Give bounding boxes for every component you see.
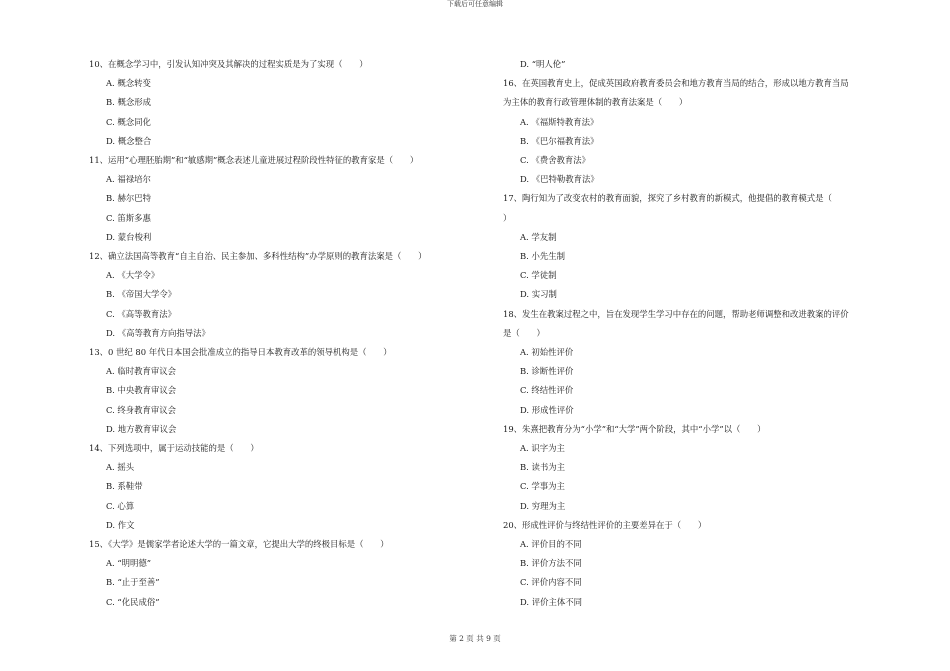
option: A. 临时教育审议会	[106, 366, 176, 377]
option: C. 笛斯多惠	[106, 212, 151, 223]
option: A. 福禄培尔	[106, 174, 151, 185]
option: D. 作文	[106, 519, 135, 530]
option: B. 《帝国大学令》	[106, 289, 177, 300]
question-19	[503, 420, 903, 516]
question-11	[89, 151, 489, 247]
question-17	[503, 189, 903, 304]
question-text: 18、发生在教案过程之中，旨在发现学生学习中存在的问题，帮助老师调整和改进教案的评价	[503, 308, 849, 319]
option: B. “止于至善”	[106, 577, 160, 588]
option: B. 中央教育审议会	[106, 385, 177, 396]
option: B. 《巴尔福教育法》	[520, 135, 599, 146]
question-16	[503, 74, 903, 189]
question-text: 17、陶行知为了改变农村的教育面貌，探究了乡村教育的新模式，他提倡的教育模式是（	[503, 193, 832, 204]
left-column	[89, 55, 489, 612]
option: C. 终身教育审议会	[106, 404, 177, 415]
right-column	[503, 55, 903, 612]
option: B. 概念形成	[106, 97, 151, 108]
question-13	[89, 343, 489, 439]
option: A. “明明德”	[106, 558, 152, 569]
option: D. “明人伦”	[520, 59, 566, 69]
option: D. 《巴特勒教育法》	[520, 174, 599, 185]
question-text: 14、下列选项中，属于运动技能的是（ ）	[89, 443, 259, 454]
question-text: 19、朱熹把教育分为“小学”和“大学”两个阶段，其中“小学”以（ ）	[503, 423, 766, 434]
option: D. 形成性评价	[520, 404, 574, 415]
option: B. 读书为主	[520, 462, 565, 473]
option: B. 小先生制	[520, 251, 565, 262]
option: A. 识字为主	[520, 443, 565, 454]
question-10	[89, 55, 489, 151]
option: A. 摇头	[106, 462, 135, 473]
option: A. 学友制	[520, 231, 557, 242]
option: C. “化民成俗”	[106, 596, 160, 607]
option: A. 《福斯特教育法》	[520, 116, 599, 127]
question-text: 15、《大学》是儒家学者论述大学的一篇文章，它提出大学的终极目标是（ ）	[89, 539, 389, 550]
question-text-continued: 为主体的教育行政管理体制的教育法案是（ ）	[503, 97, 688, 108]
option: B. 系鞋带	[106, 481, 143, 492]
option: A. 概念转变	[106, 78, 151, 89]
option: C. 评价内容不同	[520, 577, 582, 588]
option: B. 赫尔巴特	[106, 193, 151, 204]
option: D. 概念整合	[106, 135, 152, 146]
option: C. 概念同化	[106, 116, 151, 127]
question-text: 16、在英国教育史上，促成英国政府教育委员会和地方教育当局的结合，形成以地方教育当局	[503, 78, 849, 89]
question-text: 13、0 世纪 80 年代日本国会批准成立的指导日本教育改革的领导机构是（ ）	[89, 347, 392, 358]
question-text-continued: 是（ ）	[503, 327, 545, 338]
option: C. 心算	[106, 500, 135, 511]
option: D. 穷理为主	[520, 500, 566, 511]
question-text: 10、在概念学习中，引发认知冲突及其解决的过程实质是为了实现（ ）	[89, 59, 368, 69]
option: C. 《高等教育法》	[106, 308, 177, 319]
option: C. 学徒制	[520, 270, 557, 281]
option: B. 评价方法不同	[520, 558, 582, 569]
page-header: 下载后可任意编辑	[447, 0, 503, 8]
option: D. 蒙台梭利	[106, 231, 152, 242]
option: A. 评价目的不同	[520, 539, 582, 550]
option: D. 评价主体不同	[520, 596, 582, 607]
question-20	[503, 516, 903, 612]
option: D. 实习制	[520, 289, 557, 300]
question-18	[503, 305, 903, 420]
question-12	[89, 247, 489, 343]
question-text: 12、确立法国高等教育“自主自治、民主参加、多科性结构”办学原则的教育法案是（ ）	[89, 251, 427, 262]
option: C. 学事为主	[520, 481, 565, 492]
option: C. 《费舍教育法》	[520, 155, 591, 166]
option: A. 《大学令》	[106, 270, 160, 281]
option: D. 地方教育审议会	[106, 423, 177, 434]
question-text-continued: ）	[503, 212, 512, 223]
option: C. 终结性评价	[520, 385, 574, 396]
question-text: 11、运用“心理胚胎期”和“敏感期”概念表述儿童进展过程阶段性特征的教育家是（ ）	[89, 155, 419, 166]
question-15-continued	[503, 55, 903, 74]
page-footer: 第 2 页 共 9 页	[449, 634, 501, 643]
question-text: 20、形成性评价与终结性评价的主要差异在于（ ）	[503, 519, 707, 530]
question-14	[89, 439, 489, 535]
question-15	[89, 535, 489, 612]
option: B. 诊断性评价	[520, 366, 574, 377]
option: D. 《高等教育方向指导法》	[106, 327, 210, 338]
option: A. 初始性评价	[520, 347, 574, 358]
